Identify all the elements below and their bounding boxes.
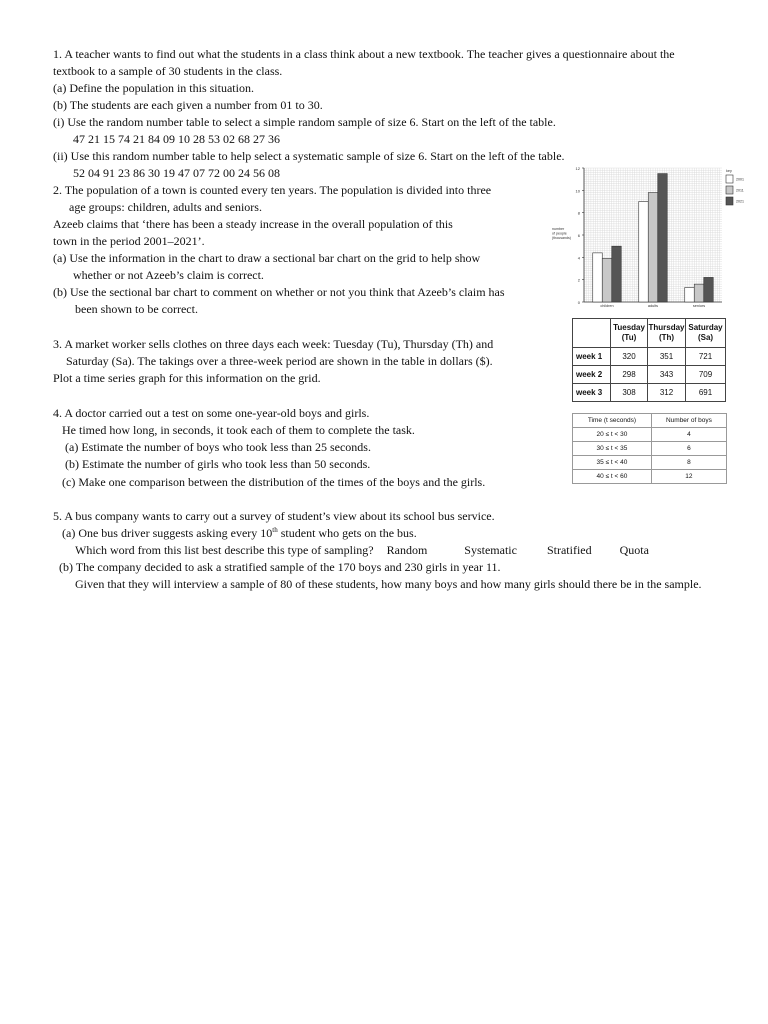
random-numbers-2: 52 04 91 23 86 30 19 47 07 72 00 24 56 08 xyxy=(73,166,280,180)
takings-cell: 308 xyxy=(611,384,648,402)
q4-part-a: (a) Estimate the number of boys who took less than 25 seconds. xyxy=(65,440,371,454)
q1-part-b-i: (i) Use the random number table to select a simple random sample of size 6. Start on the left of the table. xyxy=(53,115,556,129)
times-interval: 40 ≤ t < 60 xyxy=(573,470,652,484)
legend-label: 2011 xyxy=(736,188,744,193)
q5-part-a-text: (a) One bus driver suggests asking every 10 xyxy=(62,526,273,540)
times-count: 12 xyxy=(651,470,726,484)
q5-superscript: th xyxy=(272,526,278,534)
y-tick-label: 10 xyxy=(575,188,580,194)
legend-title: key xyxy=(726,169,732,173)
times-interval: 30 ≤ t < 35 xyxy=(573,442,652,456)
times-count: 6 xyxy=(651,442,726,456)
population-bar-chart xyxy=(548,164,744,310)
legend-swatch xyxy=(726,197,733,205)
q4-part-b: (b) Estimate the number of girls who took less than 50 seconds. xyxy=(65,457,371,471)
y-tick-label: 2 xyxy=(577,277,580,283)
q2-line3: Azeeb claims that ‘there has been a steady increase in the overall population of this xyxy=(53,217,453,231)
times-header-time: Time (t seconds) xyxy=(573,414,652,428)
q2-part-a-1: (a) Use the information in the chart to draw a sectional bar chart on the grid to help show xyxy=(53,251,481,265)
q2-part-b-2: been shown to be correct. xyxy=(75,302,198,316)
q5-part-a-text-end: student who gets on the bus. xyxy=(277,526,417,540)
bar-children-2021 xyxy=(612,246,622,302)
q5-part-b-2: Given that they will interview a sample of 80 of these students, how many boys and how many girls should there be in the sample. xyxy=(75,577,702,591)
y-tick-label: 6 xyxy=(577,233,580,238)
takings-header-saturday: Saturday (Sa) xyxy=(686,319,726,348)
times-header-boys: Number of boys xyxy=(651,414,726,428)
bar-adults-2001 xyxy=(639,202,649,303)
takings-header-tuesday: Tuesday (Tu) xyxy=(611,319,648,348)
times-row xyxy=(573,456,727,470)
takings-row-label: week 1 xyxy=(573,348,611,366)
y-axis-label: (thousands) xyxy=(552,236,571,240)
times-interval: 20 ≤ t < 30 xyxy=(573,428,652,442)
option-random: Random xyxy=(386,543,428,557)
x-tick-label: children xyxy=(600,304,614,308)
y-axis-label: of people xyxy=(552,231,567,236)
q3-line2: Saturday (Sa). The takings over a three-week period are shown in the table in dollars ($). xyxy=(66,354,493,368)
takings-cell: 298 xyxy=(611,366,648,384)
q2-line1: 2. The population of a town is counted every ten years. The population is divided into three xyxy=(53,183,492,197)
times-row xyxy=(573,442,727,456)
q1-line1: 1. A teacher wants to find out what the students in a class think about a new textbook. The teacher gives a questionnaire about the xyxy=(53,47,675,61)
legend-swatch xyxy=(726,175,733,183)
option-stratified: Stratified xyxy=(546,543,592,557)
q1-part-a: (a) Define the population in this situation. xyxy=(53,81,254,95)
takings-row-label: week 3 xyxy=(573,384,611,402)
random-numbers-1: 47 21 15 74 21 84 09 10 28 53 02 68 27 36 xyxy=(73,132,280,146)
takings-table xyxy=(572,318,726,402)
takings-cell: 691 xyxy=(686,384,726,402)
q5-sampling-question: Which word from this list best describe this type of sampling? xyxy=(75,543,374,557)
y-tick-label: 0 xyxy=(577,300,580,305)
q1-line2: textbook to a sample of 30 students in the class. xyxy=(53,64,283,78)
q1-part-b-ii: (ii) Use this random number table to help select a systematic sample of size 6. Start on the left of the table. xyxy=(53,149,565,163)
takings-row-week3 xyxy=(573,384,726,402)
bar-adults-2011 xyxy=(648,193,658,302)
y-tick-label: 8 xyxy=(577,210,580,216)
bar-seniors-2001 xyxy=(685,287,695,302)
takings-cell: 312 xyxy=(648,384,686,402)
legend-swatch xyxy=(726,186,733,194)
bar-adults-2021 xyxy=(658,174,668,302)
q2-part-a-2: whether or not Azeeb’s claim is correct. xyxy=(73,268,264,282)
times-count: 8 xyxy=(651,456,726,470)
q2-line2: age groups: children, adults and seniors. xyxy=(69,200,262,214)
y-tick-label: 4 xyxy=(577,255,580,261)
x-tick-label: seniors xyxy=(692,304,706,308)
takings-header-corner xyxy=(573,319,611,348)
q1-part-b: (b) The students are each given a number from 01 to 30. xyxy=(53,98,323,112)
q5-part-a xyxy=(62,525,417,542)
times-row xyxy=(573,470,727,484)
bar-seniors-2011 xyxy=(694,284,704,302)
y-axis-label: number xyxy=(552,227,565,231)
takings-cell: 320 xyxy=(611,348,648,366)
x-tick-label: adults xyxy=(647,304,659,308)
legend-label: 2001 xyxy=(736,177,744,182)
takings-row-week2 xyxy=(573,366,726,384)
takings-cell: 709 xyxy=(686,366,726,384)
times-header-row xyxy=(573,414,727,428)
takings-row-week1 xyxy=(573,348,726,366)
bar-seniors-2021 xyxy=(704,277,714,302)
takings-row-label: week 2 xyxy=(573,366,611,384)
times-count: 4 xyxy=(651,428,726,442)
takings-cell: 351 xyxy=(648,348,686,366)
takings-cell: 343 xyxy=(648,366,686,384)
q5-part-a-question xyxy=(75,542,649,559)
q4-part-c: (c) Make one comparison between the distribution of the times of the boys and the girls. xyxy=(62,475,486,489)
y-tick-label: 12 xyxy=(575,166,580,171)
q2-part-b-1: (b) Use the sectional bar chart to comment on whether or not you think that Azeeb’s claim has xyxy=(53,285,505,299)
takings-header-row xyxy=(573,319,726,348)
q5-part-b-1: (b) The company decided to ask a stratified sample of the 170 boys and 230 girls in year 11. xyxy=(59,560,501,574)
times-row xyxy=(573,428,727,442)
q2-line4: town in the period 2001–2021’. xyxy=(53,234,205,248)
bar-children-2001 xyxy=(593,253,603,302)
times-table xyxy=(572,413,727,484)
takings-header-thursday: Thursday (Th) xyxy=(648,319,686,348)
option-quota: Quota xyxy=(619,543,649,557)
takings-cell: 721 xyxy=(686,348,726,366)
times-interval: 35 ≤ t < 40 xyxy=(573,456,652,470)
q4-line1: 4. A doctor carried out a test on some one-year-old boys and girls. xyxy=(53,406,370,420)
q3-line3: Plot a time series graph for this information on the grid. xyxy=(53,371,321,385)
q5-line1: 5. A bus company wants to carry out a survey of student’s view about its school bus service. xyxy=(53,509,495,523)
option-systematic: Systematic xyxy=(464,543,517,557)
q3-line1: 3. A market worker sells clothes on three days each week: Tuesday (Tu), Thursday (Th) and xyxy=(53,337,494,351)
bar-children-2011 xyxy=(602,258,612,302)
legend-label: 2021 xyxy=(736,199,744,204)
q4-line2: He timed how long, in seconds, it took each of them to complete the task. xyxy=(62,423,415,437)
